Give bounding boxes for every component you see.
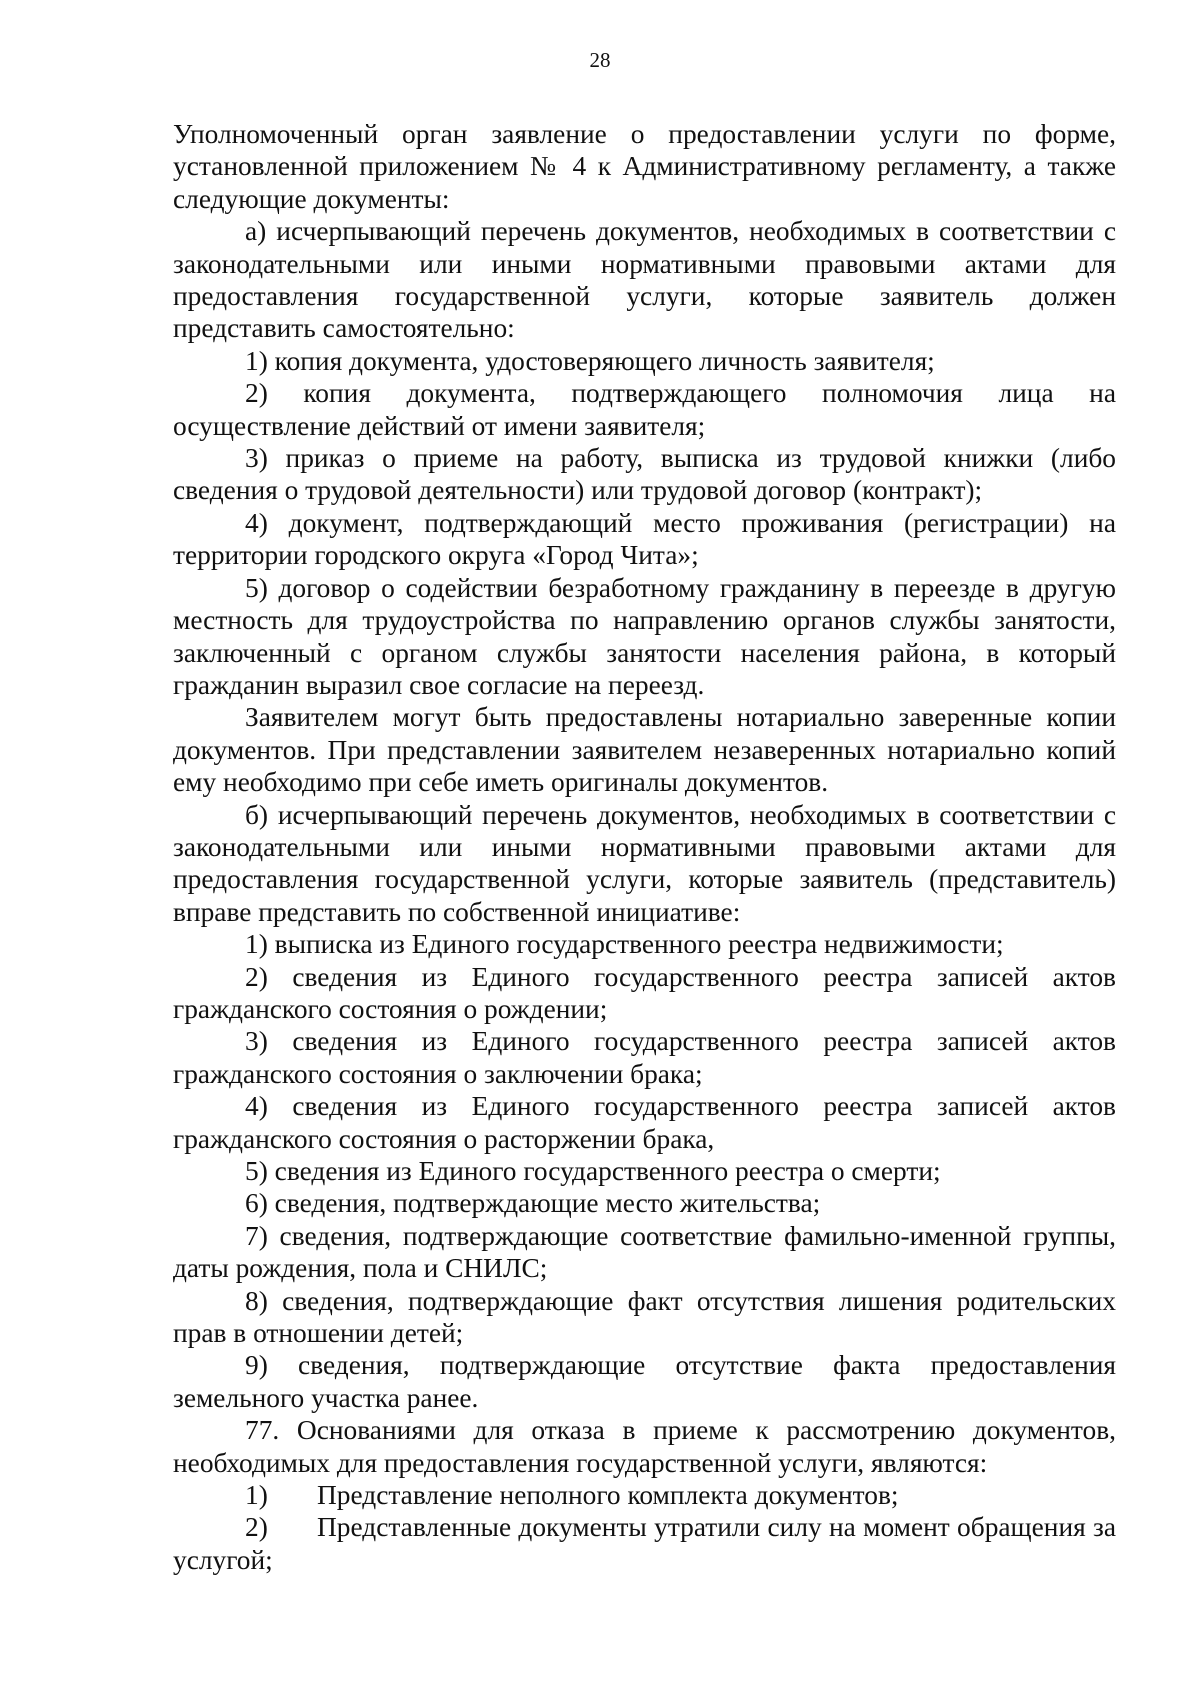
paragraph: 1) выписка из Единого государственного реестра недвижимости; xyxy=(245,929,1004,960)
paragraph: 4) документ, подтверждающий место проживания (регистрации) на территории городского округа «Город Чита»; xyxy=(173,507,1116,571)
paragraph: 4) сведения из Единого государственного реестра записей актов гражданского состояния о расторжении брака, xyxy=(173,1091,1116,1154)
paragraph: 77. Основаниями для отказа в приеме к рассмотрению документов, необходимых для предоставления государственной услуги, являются: xyxy=(173,1415,1116,1478)
paragraph xyxy=(173,1511,1116,1576)
paragraph: а) исчерпывающий перечень документов, необходимых в соответствии с законодательными или иными нормативными правовыми актами для предоставления государственной услуги, которые заявитель должен представить самостоятельно: xyxy=(173,216,1116,344)
paragraph: 2) сведения из Единого государственного реестра записей актов гражданского состояния о рождении; xyxy=(173,961,1116,1024)
paragraph: 1) копия документа, удостоверяющего личность заявителя; xyxy=(245,345,935,376)
paragraph: 3) приказ о приеме на работу, выписка из трудовой книжки (либо сведения о трудовой деятельности) или трудовой договор (контракт); xyxy=(173,443,1116,506)
document-body xyxy=(173,118,1116,1576)
paragraph: 3) сведения из Единого государственного реестра записей актов гражданского состояния о заключении брака; xyxy=(173,1026,1116,1089)
paragraph: 6) сведения, подтверждающие место жительства; xyxy=(245,1188,821,1219)
paragraph: Уполномоченный орган заявление о предоставлении услуги по форме, установленной приложением № 4 к Административному регламенту, а также следующие документы: xyxy=(173,119,1116,214)
paragraph: 7) сведения, подтверждающие соответствие фамильно-именной группы, даты рождения, пола и СНИЛС; xyxy=(173,1220,1116,1284)
paragraph: Заявителем могут быть предоставлены нотариально заверенные копии документов. При представлении заявителем незаверенных нотариально копий ему необходимо при себе иметь оригиналы документов. xyxy=(173,702,1116,798)
list-text: Представление неполного комплекта документов; xyxy=(317,1480,899,1511)
paragraph: 9) сведения, подтверждающие отсутствие факта предоставления земельного участка ранее. xyxy=(173,1350,1116,1413)
paragraph: 5) сведения из Единого государственного реестра о смерти; xyxy=(245,1156,941,1186)
list-number: 1) xyxy=(245,1480,268,1511)
paragraph xyxy=(173,1479,1116,1511)
paragraph: 2) копия документа, подтверждающего полномочия лица на осуществление действий от имени заявителя; xyxy=(173,378,1116,441)
list-number: 2) xyxy=(245,1512,268,1543)
list-text: Представленные документы утратили силу на момент обращения за услугой; xyxy=(173,1512,1116,1575)
page-number: 28 xyxy=(589,48,611,72)
paragraph: 8) сведения, подтверждающие факт отсутствия лишения родительских прав в отношении детей; xyxy=(173,1285,1116,1349)
paragraph: б) исчерпывающий перечень документов, необходимых в соответствии с законодательными или иными нормативными правовыми актами для предоставления государственной услуги, которые заявитель (представитель) вправе представить по собственной инициативе: xyxy=(173,799,1116,927)
paragraph: 5) договор о содействии безработному гражданину в переезде в другую местность для трудоустройства по направлению органов службы занятости, заключенный с органом службы занятости населения района, в который гражданин выразил свое согласие на переезд. xyxy=(173,572,1116,700)
